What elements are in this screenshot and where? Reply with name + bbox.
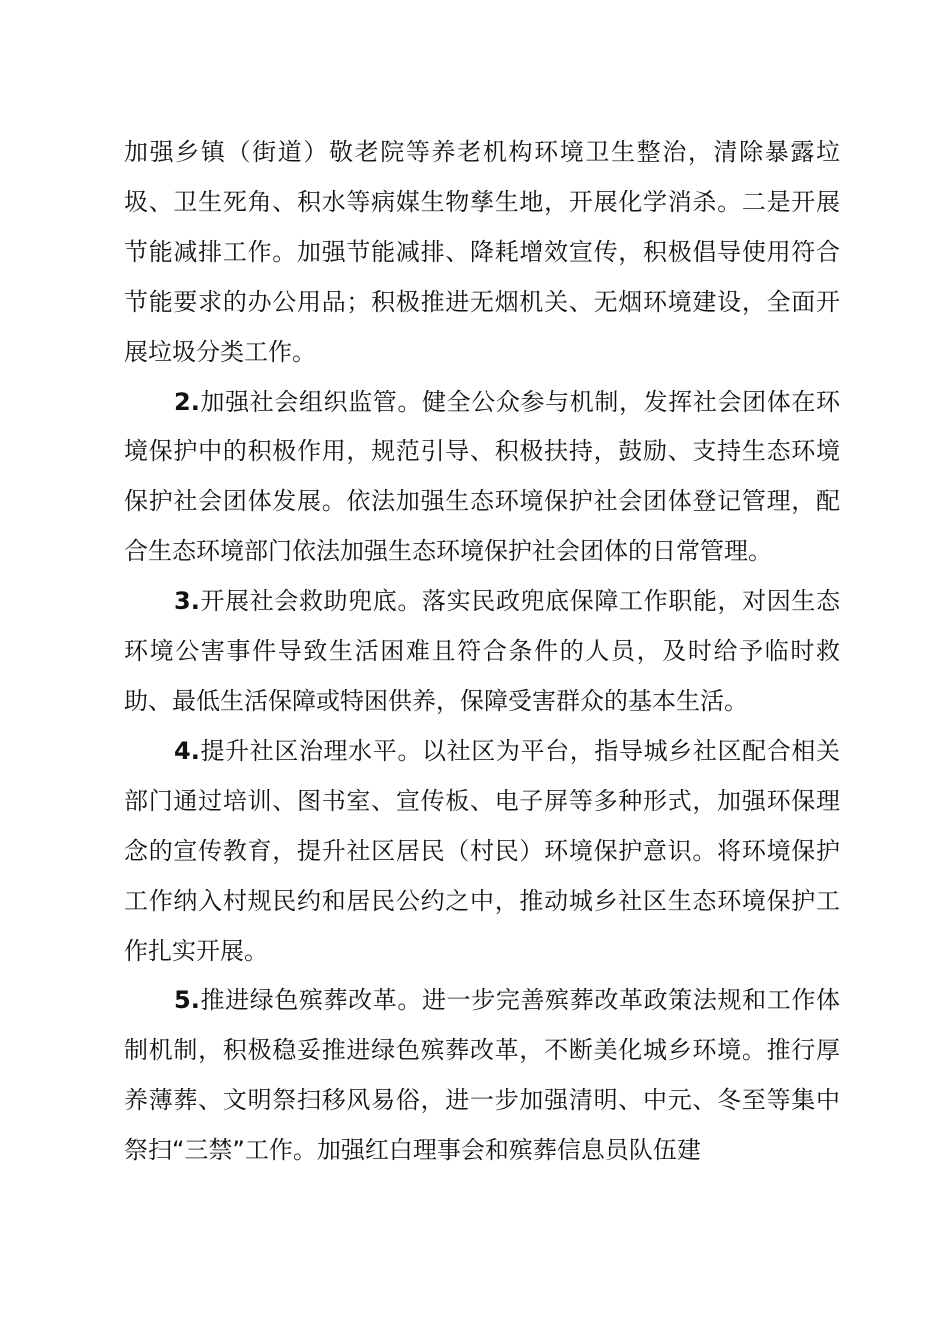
paragraph-item-4 — [124, 727, 840, 977]
paragraph-item-3 — [124, 577, 840, 727]
paragraph-text: 推进绿色殡葬改革。进一步完善殡葬改革政策法规和工作体制机制，积极稳妥推进绿色殡葬改革，不断美化城乡环境。推行厚养薄葬、文明祭扫移风易俗，进一步加强清明、中元、冬至等集中祭扫“三禁”工作。加强红白理事会和殡葬信息员队伍建 — [124, 986, 840, 1165]
paragraph-text: 提升社区治理水平。以社区为平台，指导城乡社区配合相关部门通过培训、图书室、宣传板、电子屏等多种形式，加强环保理念的宣传教育，提升社区居民（村民）环境保护意识。将环境保护工作纳入村规民约和居民公约之中，推动城乡社区生态环境保护工作扎实开展。 — [124, 736, 840, 965]
paragraph-item-5 — [124, 976, 840, 1176]
item-number: 4. — [174, 736, 200, 765]
item-number: 5. — [174, 986, 200, 1015]
item-number: 2. — [174, 387, 200, 416]
paragraph-text: 开展社会救助兜底。落实民政兜底保障工作职能，对因生态环境公害事件导致生活困难且符合条件的人员，及时给予临时救助、最低生活保障或特困供养，保障受害群众的基本生活。 — [124, 587, 840, 715]
paragraph-continued — [124, 128, 840, 378]
paragraph-item-2 — [124, 378, 840, 578]
paragraph-text: 加强乡镇（街道）敬老院等养老机构环境卫生整治，清除暴露垃圾、卫生死角、积水等病媒生物孳生地，开展化学消杀。二是开展节能减排工作。加强节能减排、降耗增效宣传，积极倡导使用符合节能要求的办公用品；积极推进无烟机关、无烟环境建设，全面开展垃圾分类工作。 — [124, 138, 840, 366]
paragraph-text: 加强社会组织监管。健全公众参与机制，发挥社会团体在环境保护中的积极作用，规范引导、积极扶持，鼓励、支持生态环境保护社会团体发展。依法加强生态环境保护社会团体登记管理，配合生态环境部门依法加强生态环境保护社会团体的日常管理。 — [124, 387, 840, 566]
document-body — [124, 128, 840, 1176]
item-number: 3. — [174, 587, 200, 616]
